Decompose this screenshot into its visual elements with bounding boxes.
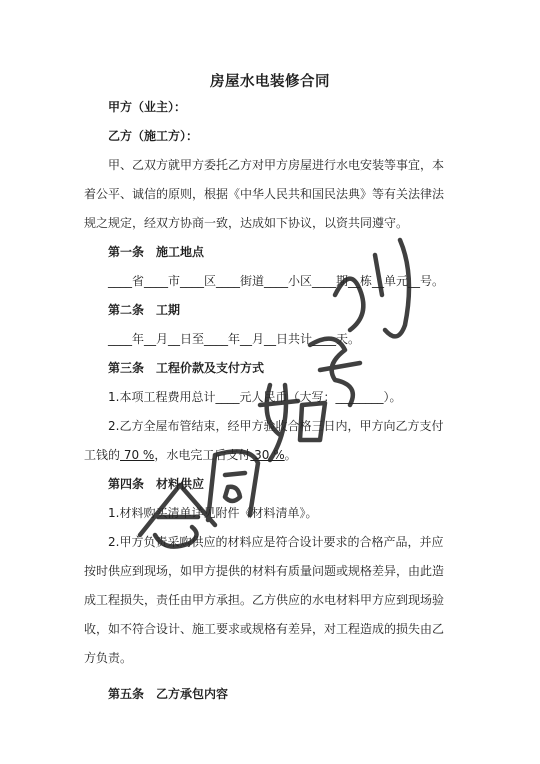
intro-line-2: 着公平、诚信的原则，根据《中华人民共和国民法典》等有关法律法	[84, 187, 445, 201]
article-2-period-line: ____年__月__日至____年__月__日共计____天。	[108, 332, 361, 346]
payment-text-pre: 工钱的	[84, 448, 121, 462]
article-4-clause-2-line-5: 方负责。	[84, 651, 133, 665]
article-5-title: 第五条 乙方承包内容	[108, 687, 229, 701]
article-4-clause-2-line-4: 收，如不符合设计、施工要求或规格有差异，对工程造成的损失由乙	[84, 622, 445, 636]
article-3-clause-2: 2.乙方全屋布管结束，经甲方验收合格三日内，甲方向乙方支付	[108, 419, 444, 433]
party-b-label: 乙方（施工方）：	[108, 129, 199, 143]
intro-line-3: 规之规定，经双方协商一致，达成如下协议，以资共同遵守。	[84, 216, 409, 230]
payment-percent-1: 70 %	[120, 448, 155, 462]
payment-percent-2: 30 %	[250, 448, 285, 462]
intro-line-1: 甲、乙双方就甲方委托乙方对甲方房屋进行水电安装等事宜，本	[108, 158, 445, 172]
payment-text-end: 。	[284, 448, 297, 462]
article-4-clause-2-line-1: 2.甲方负责采购供应的材料应是符合设计要求的合格产品，并应	[108, 535, 444, 549]
document-title: 房屋水电装修合同	[210, 74, 330, 90]
article-1-address-line: ____省____市____区____街道____小区____期__栋__单元__号。	[108, 274, 445, 288]
article-2-title: 第二条 工期	[108, 303, 181, 317]
article-3-clause-2-cont	[84, 447, 297, 463]
party-a-label: 甲方（业主）：	[108, 100, 187, 114]
article-4-clause-2-line-2: 按时供应到现场，如甲方提供的材料有质量问题或规格差异，由此造	[84, 564, 445, 578]
article-4-title: 第四条 材料供应	[108, 477, 205, 491]
article-4-clause-2-line-3: 成工程损失，责任由甲方承担。乙方供应的水电材料甲方应到现场验	[84, 593, 445, 607]
article-4-clause-1: 1.材料购买清单详见附件《材料清单》。	[108, 506, 318, 520]
article-3-title: 第三条 工程价款及支付方式	[108, 361, 265, 375]
article-3-clause-1: 1.本项工程费用总计____元人民币（大写：________）。	[108, 390, 402, 404]
article-1-title: 第一条 施工地点	[108, 245, 205, 259]
payment-text-mid: ，水电完工后支付	[154, 448, 251, 462]
